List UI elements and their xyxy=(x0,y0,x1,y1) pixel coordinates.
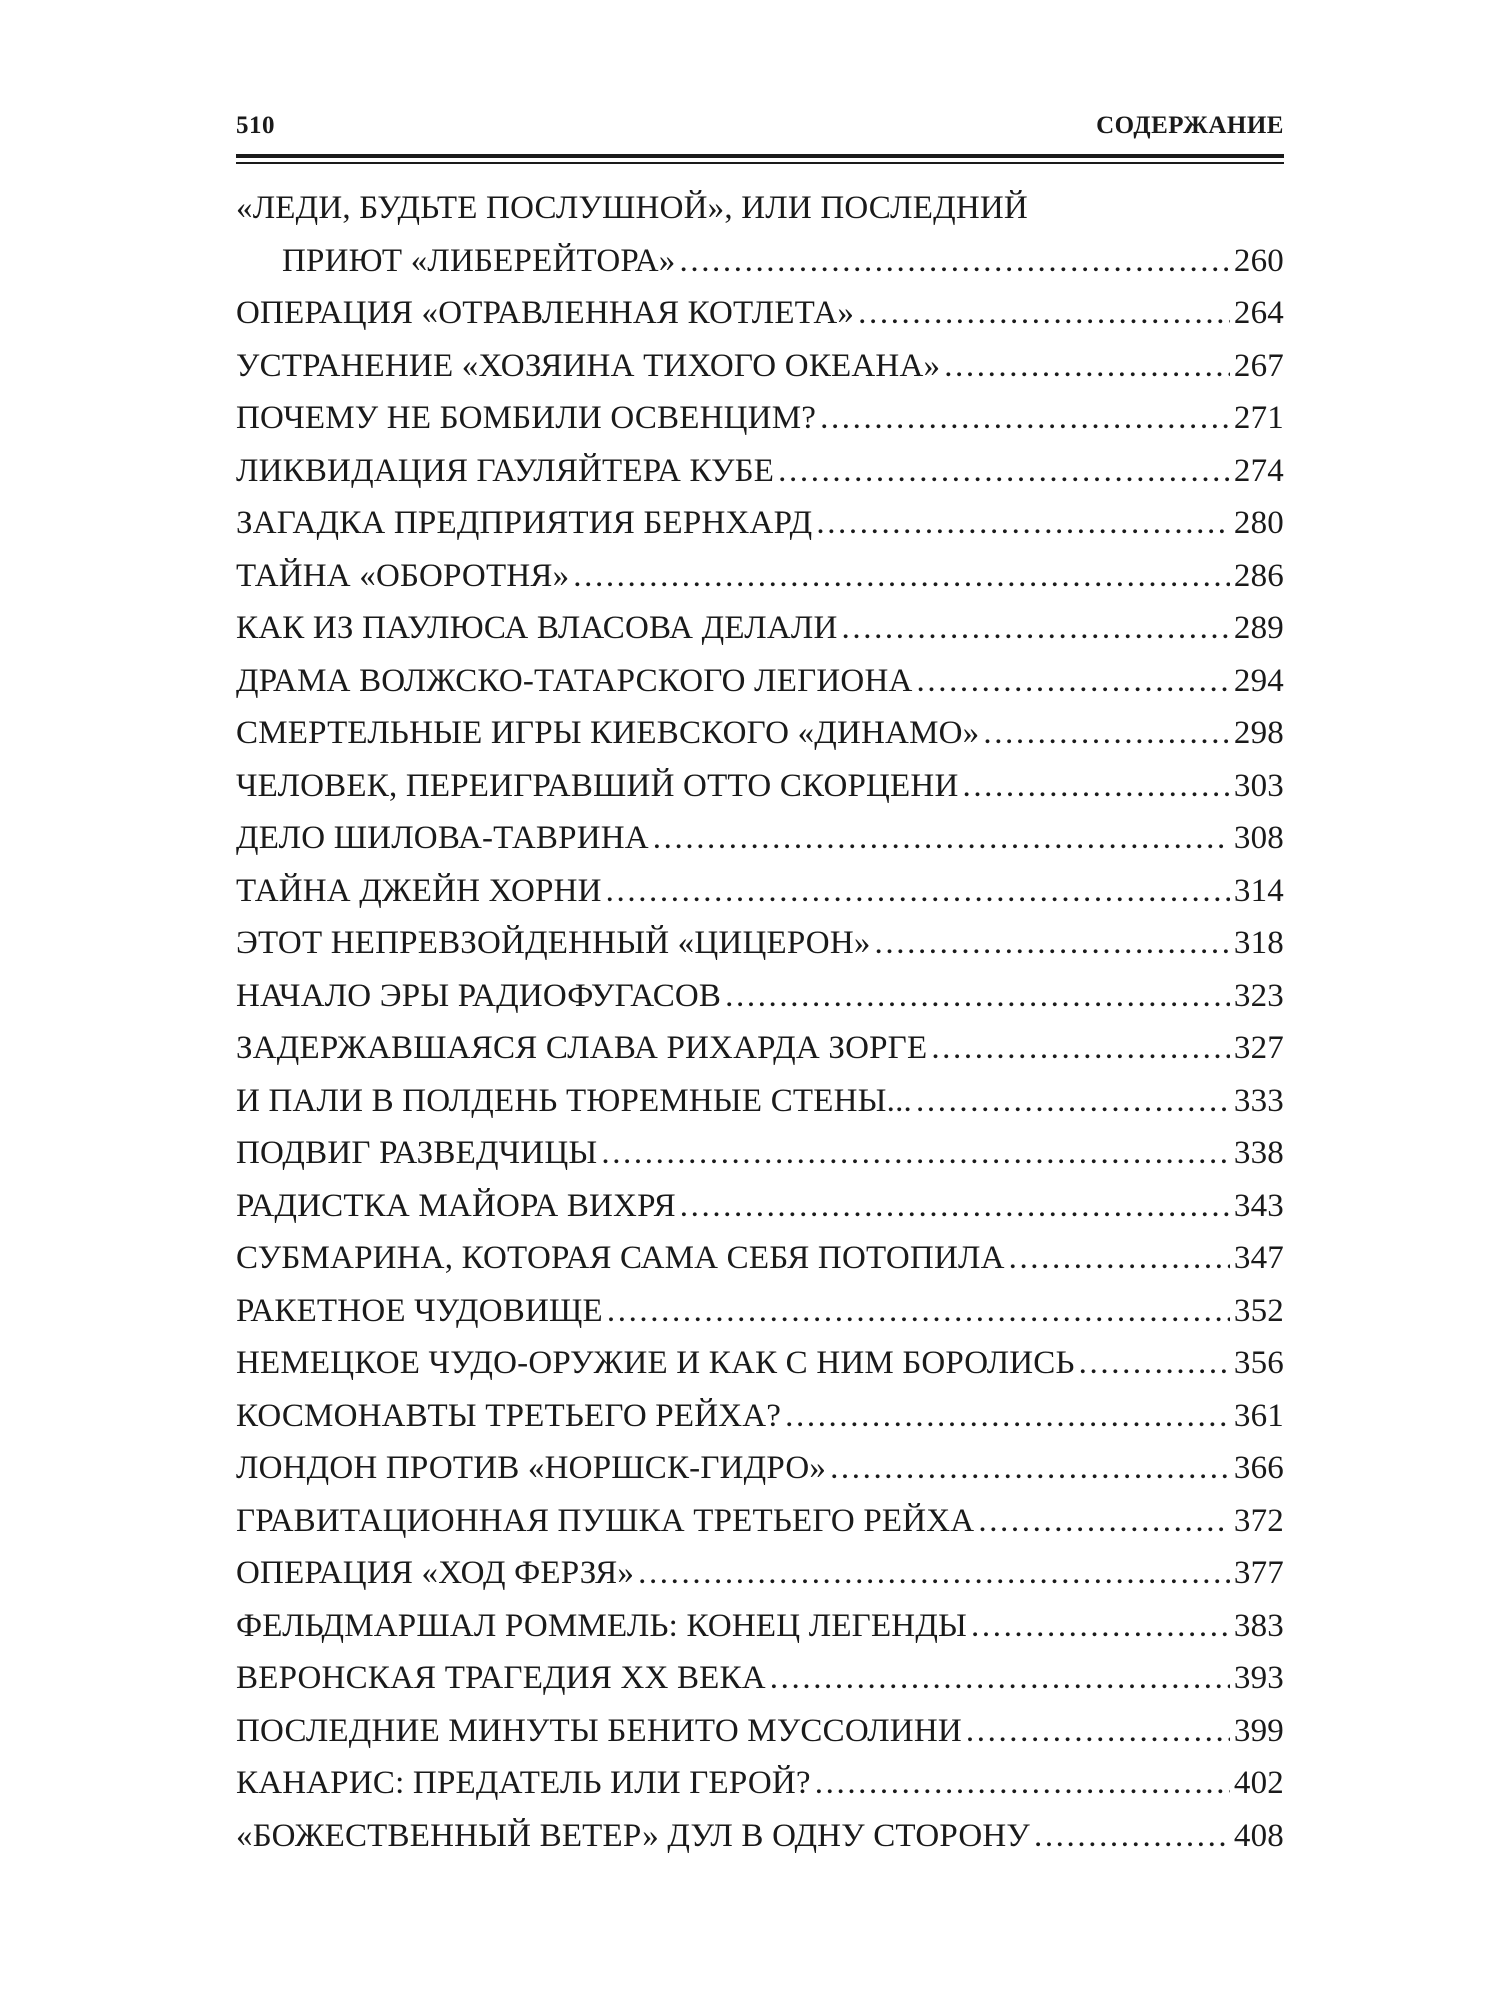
toc-entry-line xyxy=(236,1652,1284,1705)
dot-leader xyxy=(1079,1337,1230,1390)
toc-entry xyxy=(236,865,1284,918)
toc-entry-line xyxy=(236,812,1284,865)
dot-leader xyxy=(944,340,1230,393)
toc-entry xyxy=(236,1757,1284,1810)
dot-leader xyxy=(573,550,1230,603)
dot-leader xyxy=(601,1127,1230,1180)
toc-entry xyxy=(236,1127,1284,1180)
toc-entry-title: КОСМОНАВТЫ ТРЕТЬЕГО РЕЙХА? xyxy=(236,1397,782,1434)
toc-entry-title: КАК ИЗ ПАУЛЮСА ВЛАСОВА ДЕЛАЛИ xyxy=(236,610,838,646)
toc-entry-line xyxy=(236,235,1284,288)
toc-entry-line xyxy=(236,1810,1284,1863)
toc-entry-page: 327 xyxy=(1233,1030,1284,1066)
toc-entry-line xyxy=(236,1022,1284,1075)
toc-entry-page: 274 xyxy=(1233,452,1284,489)
toc-entry-page: 356 xyxy=(1233,1345,1284,1381)
toc-entry xyxy=(236,1547,1284,1600)
toc-entry xyxy=(236,287,1284,340)
dot-leader xyxy=(983,707,1230,760)
toc-entry-line xyxy=(236,340,1284,393)
toc-entry-page: 318 xyxy=(1233,925,1284,961)
toc-entry-title: КАНАРИС: ПРЕДАТЕЛЬ ИЛИ ГЕРОЙ? xyxy=(236,1765,811,1801)
dot-leader xyxy=(830,1442,1230,1495)
toc-entry-line xyxy=(236,1757,1284,1810)
toc-entry-title: ЛИКВИДАЦИЯ ГАУЛЯЙТЕРА КУБЕ xyxy=(236,452,775,489)
toc-entry-page: 303 xyxy=(1233,767,1284,804)
dot-leader xyxy=(680,1180,1230,1233)
toc-entry-title: И ПАЛИ В ПОЛДЕНЬ ТЮРЕМНЫЕ СТЕНЫ... xyxy=(236,1082,913,1119)
toc-entry-title: ВЕРОНСКАЯ ТРАГЕДИЯ XX ВЕКА xyxy=(236,1660,766,1696)
toc-entry-page: 343 xyxy=(1233,1187,1284,1224)
dot-leader xyxy=(607,1285,1230,1338)
toc-entry-line xyxy=(236,550,1284,603)
toc-entry-title: СУБМАРИНА, КОТОРАЯ САМА СЕБЯ ПОТОПИЛА xyxy=(236,1240,1005,1276)
dot-leader xyxy=(842,602,1230,655)
toc-entry-title: ПОЧЕМУ НЕ БОМБИЛИ ОСВЕНЦИМ? xyxy=(236,400,817,436)
toc-entry xyxy=(236,602,1284,655)
toc-entry-line xyxy=(236,970,1284,1023)
toc-entry xyxy=(236,1600,1284,1653)
toc-entry xyxy=(236,1390,1284,1443)
toc-entry xyxy=(236,1285,1284,1338)
toc-entry-title: ЗАГАДКА ПРЕДПРИЯТИЯ БЕРНХАРД xyxy=(236,505,813,541)
toc-entry-page: 361 xyxy=(1233,1397,1284,1434)
toc-entry-line xyxy=(236,707,1284,760)
toc-entry-title: ОПЕРАЦИЯ «ХОД ФЕРЗЯ» xyxy=(236,1555,635,1591)
dot-leader xyxy=(917,655,1230,708)
toc-entry xyxy=(236,655,1284,708)
toc-entry-page: 271 xyxy=(1233,400,1284,436)
toc-entry-line xyxy=(236,1075,1284,1128)
toc-entry-page: 286 xyxy=(1233,557,1284,594)
toc-entry xyxy=(236,1180,1284,1233)
toc-entry xyxy=(236,1022,1284,1075)
toc-entry-title: НЕМЕЦКОЕ ЧУДО-ОРУЖИЕ И КАК С НИМ БОРОЛИСЬ xyxy=(236,1345,1075,1381)
toc-entry xyxy=(236,445,1284,498)
toc-entry-line xyxy=(236,1547,1284,1600)
toc-entry xyxy=(236,1232,1284,1285)
toc-entry-page: 366 xyxy=(1233,1450,1284,1486)
toc-entry-page: 264 xyxy=(1233,295,1284,331)
toc-entry xyxy=(236,1337,1284,1390)
toc-entry-page: 372 xyxy=(1233,1502,1284,1539)
toc-entry xyxy=(236,550,1284,603)
dot-leader xyxy=(978,1495,1230,1548)
toc-entry-title: УСТРАНЕНИЕ «ХОЗЯИНА ТИХОГО ОКЕАНА» xyxy=(236,347,941,384)
toc-entry-page: 298 xyxy=(1233,715,1284,751)
toc-entry-page: 352 xyxy=(1233,1292,1284,1329)
toc-entry-line xyxy=(236,445,1284,498)
toc-entry-line xyxy=(236,1285,1284,1338)
toc-entry-line xyxy=(236,1180,1284,1233)
toc-entry-title-line1: «ЛЕДИ, БУДЬТЕ ПОСЛУШНОЙ», ИЛИ ПОСЛЕДНИЙ xyxy=(236,190,1028,226)
toc-entry-title: ТАЙНА ДЖЕЙН ХОРНИ xyxy=(236,872,602,909)
dot-leader xyxy=(606,865,1230,918)
toc-entry xyxy=(236,1810,1284,1863)
toc-entry-title: «БОЖЕСТВЕННЫЙ ВЕТЕР» ДУЛ В ОДНУ СТОРОНУ xyxy=(236,1817,1030,1854)
toc-entry xyxy=(236,392,1284,445)
toc-entry-page: 377 xyxy=(1233,1555,1284,1591)
toc-entry-title: СМЕРТЕЛЬНЫЕ ИГРЫ КИЕВСКОГО «ДИНАМО» xyxy=(236,715,980,751)
toc-entry-line xyxy=(236,760,1284,813)
toc-entry-page: 289 xyxy=(1233,610,1284,646)
dot-leader xyxy=(815,1757,1230,1810)
toc-entry xyxy=(236,1442,1284,1495)
dot-leader xyxy=(931,1022,1230,1075)
toc-entry-page: 314 xyxy=(1233,872,1284,909)
toc-entry-page: 308 xyxy=(1233,820,1284,856)
toc-entry-line xyxy=(236,392,1284,445)
dot-leader xyxy=(962,760,1229,813)
dot-leader xyxy=(1034,1810,1230,1863)
toc-entry xyxy=(236,707,1284,760)
toc-entry xyxy=(236,340,1284,393)
dot-leader xyxy=(725,970,1230,1023)
table-of-contents xyxy=(236,182,1284,1862)
toc-entry-title: НАЧАЛО ЭРЫ РАДИОФУГАСОВ xyxy=(236,977,722,1014)
dot-leader xyxy=(778,445,1230,498)
toc-entry-page: 333 xyxy=(1233,1082,1284,1119)
toc-entry-line xyxy=(236,917,1284,970)
toc-entry-page: 393 xyxy=(1233,1660,1284,1696)
toc-entry xyxy=(236,1075,1284,1128)
toc-entry-title: ГРАВИТАЦИОННАЯ ПУШКА ТРЕТЬЕГО РЕЙХА xyxy=(236,1502,975,1539)
toc-entry-page: 408 xyxy=(1233,1817,1284,1854)
dot-leader xyxy=(971,1600,1230,1653)
toc-entry-title-line2: ПРИЮТ «ЛИБЕРЕЙТОРА» xyxy=(282,242,676,279)
dot-leader xyxy=(858,287,1230,340)
toc-entry-line xyxy=(236,497,1284,550)
toc-entry-page: 399 xyxy=(1233,1712,1284,1749)
toc-entry-page: 383 xyxy=(1233,1607,1284,1644)
toc-entry-line xyxy=(236,1442,1284,1495)
toc-entry-page: 323 xyxy=(1233,977,1284,1014)
toc-entry-title: ЭТОТ НЕПРЕВЗОЙДЕННЫЙ «ЦИЦЕРОН» xyxy=(236,925,871,961)
toc-entry-title: ПОДВИГ РАЗВЕДЧИЦЫ xyxy=(236,1135,598,1171)
toc-entry-line xyxy=(236,655,1284,708)
toc-entry xyxy=(236,1495,1284,1548)
toc-entry-title: ДЕЛО ШИЛОВА-ТАВРИНА xyxy=(236,820,649,856)
toc-entry-title: ОПЕРАЦИЯ «ОТРАВЛЕННАЯ КОТЛЕТА» xyxy=(236,295,855,331)
dot-leader xyxy=(638,1547,1230,1600)
dot-leader xyxy=(916,1075,1230,1128)
section-title: СОДЕРЖАНИЕ xyxy=(1096,112,1284,139)
page-number: 510 xyxy=(236,112,275,139)
dot-leader xyxy=(875,917,1230,970)
toc-entry-title: ФЕЛЬДМАРШАЛ РОММЕЛЬ: КОНЕЦ ЛЕГЕНДЫ xyxy=(236,1607,968,1644)
dot-leader xyxy=(653,812,1230,865)
toc-entry-title: РАКЕТНОЕ ЧУДОВИЩЕ xyxy=(236,1292,603,1329)
toc-entry-title: ДРАМА ВОЛЖСКО-ТАТАРСКОГО ЛЕГИОНА xyxy=(236,662,913,699)
toc-entry-line xyxy=(236,1705,1284,1758)
toc-entry-line xyxy=(236,602,1284,655)
toc-entry-page: 280 xyxy=(1233,505,1284,541)
toc-entry-page: 347 xyxy=(1233,1240,1284,1276)
toc-entry-line xyxy=(236,1600,1284,1653)
toc-entry xyxy=(236,1652,1284,1705)
toc-entry-title: ЧЕЛОВЕК, ПЕРЕИГРАВШИЙ ОТТО СКОРЦЕНИ xyxy=(236,767,959,804)
toc-entry xyxy=(236,760,1284,813)
toc-entry-line xyxy=(236,1232,1284,1285)
dot-leader xyxy=(1009,1232,1230,1285)
dot-leader xyxy=(816,497,1230,550)
header-rule-thick xyxy=(236,154,1284,158)
toc-entry-title: ПОСЛЕДНИЕ МИНУТЫ БЕНИТО МУССОЛИНИ xyxy=(236,1712,962,1749)
toc-entry xyxy=(236,497,1284,550)
toc-entry-line xyxy=(236,865,1284,918)
toc-entry-page: 267 xyxy=(1233,347,1284,384)
dot-leader xyxy=(770,1652,1230,1705)
toc-entry-page: 338 xyxy=(1233,1135,1284,1171)
toc-entry xyxy=(236,812,1284,865)
dot-leader xyxy=(680,235,1230,288)
toc-entry-title: ТАЙНА «ОБОРОТНЯ» xyxy=(236,557,570,594)
header-rule-thin xyxy=(236,162,1284,164)
toc-entry-title: ЗАДЕРЖАВШАЯСЯ СЛАВА РИХАРДА ЗОРГЕ xyxy=(236,1030,928,1066)
toc-entry xyxy=(236,970,1284,1023)
toc-entry-line xyxy=(236,1495,1284,1548)
dot-leader xyxy=(820,392,1230,445)
toc-entry-line xyxy=(236,1337,1284,1390)
dot-leader xyxy=(966,1705,1230,1758)
toc-entry-page: 402 xyxy=(1233,1765,1284,1801)
toc-entry-page: 294 xyxy=(1233,662,1284,699)
toc-entry-line xyxy=(236,1390,1284,1443)
toc-entry-line xyxy=(236,287,1284,340)
toc-entry-page: 260 xyxy=(1233,242,1284,279)
toc-entry xyxy=(236,1705,1284,1758)
toc-entry-line xyxy=(236,1127,1284,1180)
running-head xyxy=(236,112,1284,152)
dot-leader xyxy=(785,1390,1230,1443)
toc-entry-title: ЛОНДОН ПРОТИВ «НОРШСК-ГИДРО» xyxy=(236,1450,827,1486)
toc-entry xyxy=(236,917,1284,970)
toc-entry-title: РАДИСТКА МАЙОРА ВИХРЯ xyxy=(236,1187,676,1224)
toc-entry xyxy=(236,182,1284,287)
